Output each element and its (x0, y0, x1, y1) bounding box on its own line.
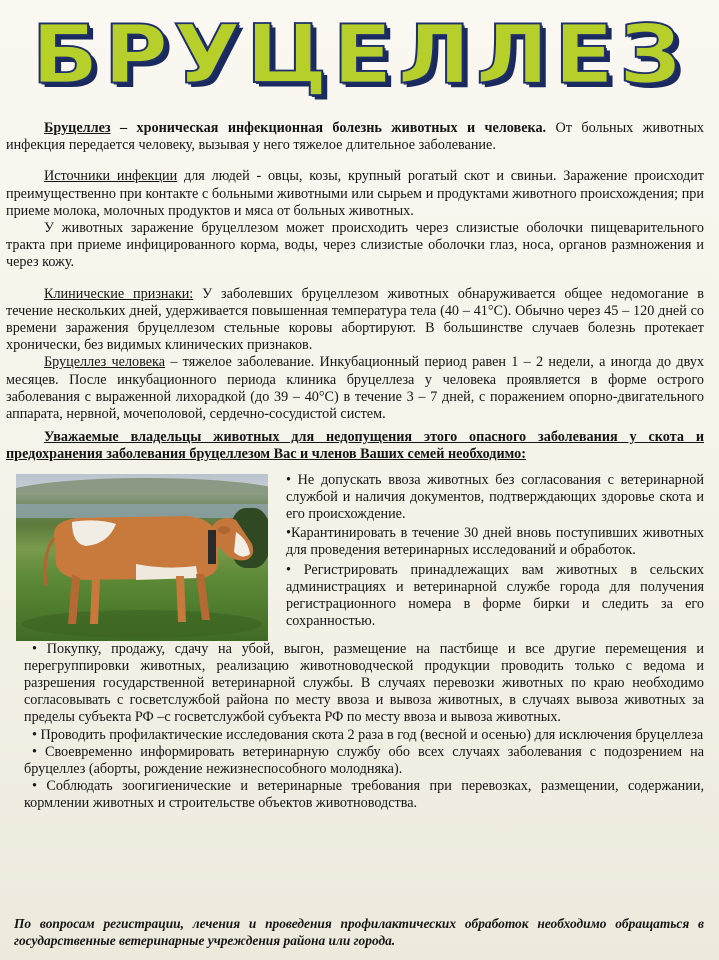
human-paragraph (6, 354, 704, 423)
intro-definition: – хроническая инфекционная болезнь животных и человека. (110, 120, 547, 136)
clinical-text: У заболевших бруцеллезом животных обнаруживается общее недомогание в течение нескольких дней, удерживается повышенная температура тела (40 – 41°С). Обычно через 45 – 120 дней со времени заражения бруцеллезом стельные коровы абортируют. В большинстве случаев болезнь протекает хронически, без видимых клинических признаков. (6, 285, 704, 354)
intro-rest: От больных животных инфекция передается человеку, вызывая у него тяжелое длительное заболевание. (6, 120, 704, 154)
side-bullet-list (286, 472, 704, 641)
full-bullet-list (6, 641, 704, 813)
list-item: • Не допускать ввоза животных без согласования с ветеринарной службой и наличия документов, подтверждающих здоровье скота и его происхождение. (286, 471, 704, 523)
list-item: • Своевременно информировать ветеринарную службу обо всех случаях заболевания с подозрением на бруцеллез (аборты, рождение нежизнеспособного молодняка). (24, 743, 704, 778)
human-heading: Бруцеллез человека (44, 354, 166, 371)
list-item: • Регистрировать принадлежащих вам животных в сельских администрациях и ветеринарной службе города для получения регистрационного номера в форме бирки и следить за его сохранностью. (286, 561, 704, 630)
cow-illustration (16, 474, 268, 641)
sources-heading: Источники инфекции (44, 168, 178, 185)
sources-paragraph-2: У животных заражение бруцеллезом может происходить через слизистые оболочки пищеварительного тракта при приеме инфицированного корма, воды, через слизистые оболочки глаз, носа, органов размножения и через кожу. (6, 220, 704, 271)
appeal-heading: Уважаемые владельцы животных для недопущения этого опасного заболевания у скота и предохранения заболевания бруцеллезом Вас и членов Ваших семей необходимо: (6, 429, 704, 463)
poster-content (6, 120, 704, 813)
footer-note: По вопросам регистрации, лечения и проведения профилактических обработок необходимо обращаться в государственные ветеринарные учреждения района или города. (14, 916, 704, 948)
list-item: •Карантинировать в течение 30 дней вновь поступивших животных для проведения ветеринарных исследований и обработок. (286, 525, 704, 559)
list-item: • Покупку, продажу, сдачу на убой, выгон, размещение на пастбище и все другие перемещения и перегруппировки животных, реализацию животноводческой продукции проводить только с ведома и разрешения государственной ветеринарной службы. В случаях перевозки животных по краю необходимо согласовывать с госветслужбой района по месту ввоза и вывоза животных, в случаях вывоза животных за пределы субъекта РФ –с госветслужбой субъекта РФ по месту ввоза и вывоза животных. (24, 640, 704, 726)
intro-paragraph (6, 120, 704, 154)
cow-photo (16, 474, 268, 641)
photo-and-bullets (6, 472, 704, 641)
intro-term: Бруцеллез (44, 120, 111, 136)
poster-title: БРУЦЕЛЛЕЗ (31, 6, 687, 102)
clinical-heading: Клинические признаки: (44, 285, 194, 302)
list-item: • Соблюдать зоогигиенические и ветеринарные требования при перевозках, размещении, содержании, кормлении животных и строительстве объектов животноводства. (24, 778, 704, 812)
clinical-paragraph (6, 286, 704, 355)
sources-paragraph (6, 168, 704, 220)
sources-text: для людей - овцы, козы, крупный рогатый скот и свиньи. Заражение происходит преимущественно при контакте с больными животными или сырьем и продуктами животного происхождения; при приеме молока, молочных продуктов и мяса от больных животных. (6, 168, 704, 219)
list-item: • Проводить профилактические исследования скота 2 раза в год (весной и осенью) для исключения бруцеллеза (32, 726, 704, 743)
human-text: – тяжелое заболевание. Инкубационный период равен 1 – 2 недели, а иногда до двух месяцев. После инкубационного периода клиника бруцеллеза у человека проявляется в форме острого заболевания с выраженной лихорадкой (до 39 – 40°С) в течение 3 – 7 дней, с поражением опорно-двигательного аппарата, нервной, мочеполовой, сердечно-сосудистой систем. (6, 354, 705, 423)
